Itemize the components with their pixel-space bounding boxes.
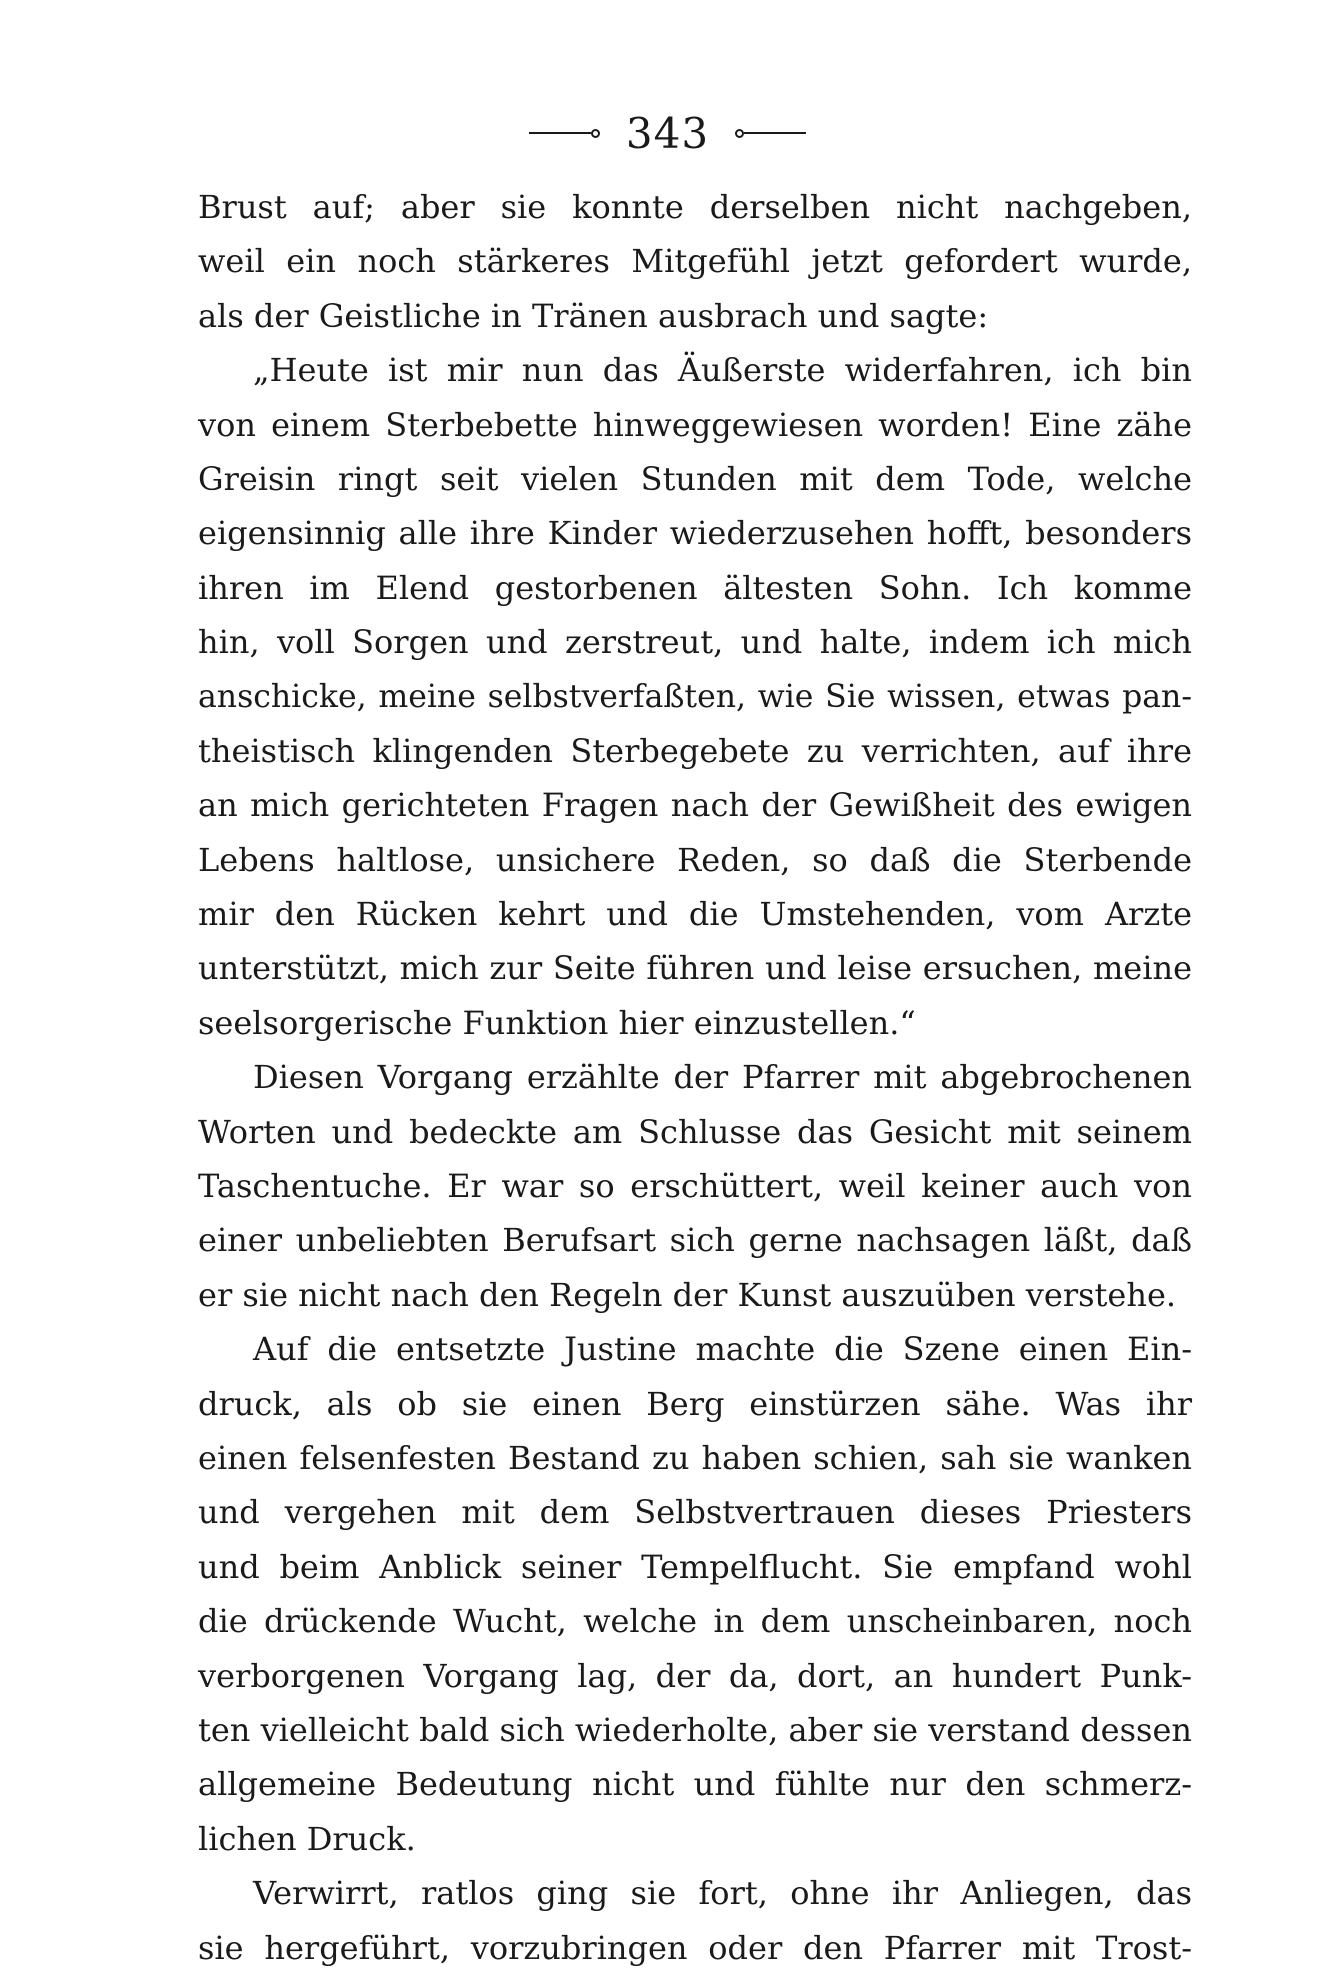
page-number: 343 <box>625 108 710 158</box>
text-line: sie hergeführt, vorzubringen oder den Pfarrer mit Trost- <box>198 1928 1192 1967</box>
text-line: Diesen Vorgang erzählte der Pfarrer mit abgebrochenen <box>253 1058 1192 1097</box>
text-line: seelsorgerische Funktion hier einzustellen.“ <box>198 1003 916 1042</box>
text-line: Taschentuche. Er war so erschüttert, weil keiner auch von <box>198 1167 1192 1206</box>
text-line: lichen Druck. <box>198 1819 416 1858</box>
text-line: Lebens haltlose, unsichere Reden, so daß die Sterbende <box>198 840 1192 879</box>
text-line: und beim Anblick seiner Tempelflucht. Sie empfand wohl <box>198 1547 1192 1586</box>
page-header <box>0 108 1335 158</box>
text-line: von einem Sterbebette hinweggewiesen worden! Eine zähe <box>198 405 1192 444</box>
text-line: ihren im Elend gestorbenen ältesten Sohn. Ich komme <box>198 568 1192 607</box>
text-line: ten vielleicht bald sich wiederholte, aber sie verstand dessen <box>198 1710 1192 1749</box>
text-line: einer unbeliebten Berufsart sich gerne nachsagen läßt, daß <box>198 1221 1192 1260</box>
text-line: druck, als ob sie einen Berg einstürzen sähe. Was ihr <box>198 1384 1192 1423</box>
text-line: Verwirrt, ratlos ging sie fort, ohne ihr Anliegen, das <box>253 1874 1192 1913</box>
text-line: mir den Rücken kehrt und die Umstehenden, vom Arzte <box>198 895 1192 934</box>
text-line: weil ein noch stärkeres Mitgefühl jetzt gefordert wurde, <box>198 242 1192 281</box>
text-line: an mich gerichteten Fragen nach der Gewißheit des ewigen <box>198 786 1192 825</box>
text-line: theistisch klingenden Sterbegebete zu verrichten, auf ihre <box>198 731 1192 770</box>
text-line: „Heute ist mir nun das Äußerste widerfahren, ich bin <box>253 351 1192 390</box>
text-line: die drückende Wucht, welche in dem unscheinbaren, noch <box>198 1602 1192 1641</box>
text-line: Auf die entsetzte Justine machte die Szene einen Ein- <box>253 1330 1192 1369</box>
text-line: verborgenen Vorgang lag, der da, dort, an hundert Punk- <box>198 1656 1192 1695</box>
right-ornament-icon <box>735 129 806 138</box>
body-text <box>198 180 1192 1975</box>
left-ornament-icon <box>529 129 600 138</box>
text-line: er sie nicht nach den Regeln der Kunst auszuüben verstehe. <box>198 1275 1177 1314</box>
text-line: Brust auf; aber sie konnte derselben nicht nachgeben, <box>198 188 1192 226</box>
text-line: unterstützt, mich zur Seite führen und leise ersuchen, meine <box>198 949 1192 988</box>
text-line: Worten und bedeckte am Schlusse das Gesicht mit seinem <box>198 1112 1192 1151</box>
text-line: hin, voll Sorgen und zerstreut, und halte, indem ich mich <box>198 623 1192 662</box>
text-line: eigensinnig alle ihre Kinder wiederzusehen hofft, besonders <box>198 514 1192 553</box>
text-line: allgemeine Bedeutung nicht und fühlte nur den schmerz- <box>198 1765 1192 1804</box>
text-line: einen felsenfesten Bestand zu haben schien, sah sie wanken <box>198 1438 1192 1477</box>
text-line: Greisin ringt seit vielen Stunden mit dem Tode, welche <box>198 459 1192 498</box>
text-line: und vergehen mit dem Selbstvertrauen dieses Priesters <box>198 1493 1192 1532</box>
text-line: anschicke, meine selbstverfaßten, wie Sie wissen, etwas pan- <box>198 678 1192 715</box>
text-line: als der Geistliche in Tränen ausbrach und sagte: <box>198 296 989 335</box>
